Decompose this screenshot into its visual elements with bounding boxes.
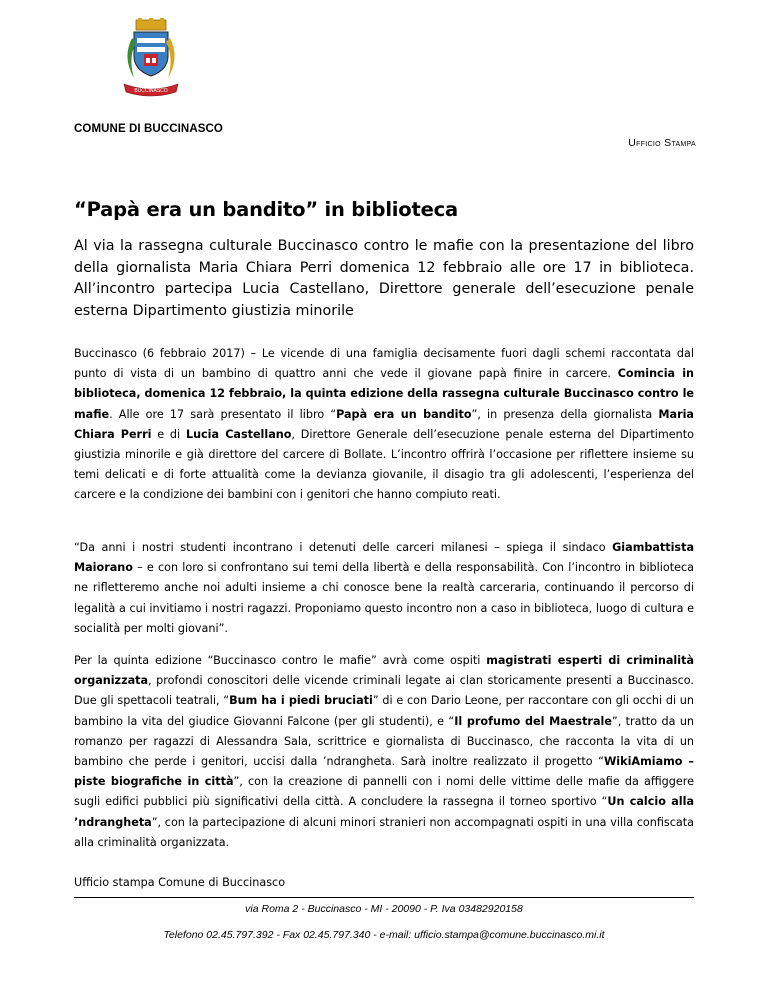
article-lead: Al via la rassegna culturale Buccinasco contro le mafie con la presentazione del libro della giornalista Maria Chiara Perri domenica 12 febbraio alle ore 17 in biblioteca. All’incontro partecipa Lucia Castellano, Direttore generale dell’esecuzione penale esterna Dipartimento giustizia minorile xyxy=(74,238,694,319)
paragraph-3 xyxy=(74,651,694,853)
municipal-crest-logo xyxy=(118,18,184,102)
text-span: – e con loro si confrontano sui temi della libertà e della responsabilità. Con l’incontro in biblioteca ne rifletteremo anche noi adulti insieme a chi conosce bene la realtà carceraria, continuando il percorso di legalità a cui invitiamo i nostri ragazzi. Proponiamo questo incontro non a caso in biblioteca, luogo di cultura e socialità per molti giovani”. xyxy=(74,561,694,635)
footer-contacts: Telefono 02.45.797.392 - Fax 02.45.797.340 - e-mail: ufficio.stampa@comune.buccinasco.mi.it xyxy=(163,929,605,941)
text-span: ”, in presenza della giornalista xyxy=(471,407,659,421)
text-span: Per la quinta edizione “Buccinasco contro le mafie” avrà come ospiti xyxy=(74,654,487,667)
text-span: , Direttore Generale dell’esecuzione penale esterna del Dipartimento giustizia minorile e già direttore del carcere di Bollate. L’incontro offrirà l’occasione per riflettere insieme su temi delicati e di forte attualità come la devianza giovanile, il disagio tra gli adolescenti, l’esperienza del carcere e la condizione dei bambini con i genitori che hanno compiuto reati. xyxy=(74,427,694,502)
footer-divider xyxy=(74,897,694,898)
mayor-name: Giambattista Maiorano xyxy=(74,541,694,575)
book-title: Papà era un bandito xyxy=(336,407,472,421)
text-span: ”, con la partecipazione di alcuni minori stranieri non accompagnati ospiti in una villa confiscata alla criminalità organizzata. xyxy=(74,815,694,849)
text-span: e di xyxy=(151,427,186,441)
paragraph-1 xyxy=(74,344,694,506)
text-span: . Alle ore 17 sarà presentato il libro “ xyxy=(109,407,337,421)
guest-name: Lucia Castellano xyxy=(185,427,292,441)
bold-span: magistrati esperti di criminalità organizzata xyxy=(74,654,694,688)
text-span: , profondi conoscitori delle vicende criminali legate ai clan storicamente presenti a Buccinasco. Due gli spettacoli teatrali, “ xyxy=(74,674,694,708)
organization-name: COMUNE DI BUCCINASCO xyxy=(74,123,223,135)
tournament-title: Un calcio alla ’ndrangheta xyxy=(74,795,694,829)
paragraph-2 xyxy=(74,538,694,639)
office-name: Ufficio Stampa xyxy=(628,137,696,149)
text-span: ” di e con Dario Leone, per raccontare con gli occhi di un bambino la vita del giudice Giovanni Falcone (per gli studenti), e “ xyxy=(74,694,694,728)
crest-ribbon-text: BUCCINASCO xyxy=(134,88,168,94)
project-title: WikiAmiamo – piste biografiche in città xyxy=(74,755,694,789)
footer-address: via Roma 2 - Buccinasco - MI - 20090 - P. Iva 03482920158 xyxy=(245,903,523,915)
show-title: Bum ha i piedi bruciati xyxy=(229,694,373,708)
signature: Ufficio stampa Comune di Buccinasco xyxy=(74,876,286,889)
text-span: Buccinasco (6 febbraio 2017) – Le vicende di una famiglia decisamente fuori dagli schemi raccontata dal punto di vista di un bambino di quattro anni che vede il giovane papà finire in carcere. xyxy=(74,347,694,381)
text-span: ”, con la creazione di pannelli con i nomi delle vittime delle mafie da affiggere sugli edifici pubblici più significativi della città. A concludere la rassegna il torneo sportivo “ xyxy=(74,775,694,809)
text-span: “Da anni i nostri studenti incontrano i detenuti delle carceri milanesi – spiega il sindaco xyxy=(74,541,613,554)
article-title: “Papà era un bandito” in biblioteca xyxy=(74,198,458,221)
show-title: Il profumo del Maestrale xyxy=(454,714,612,728)
text-span: ”, tratto da un romanzo per ragazzi di Alessandra Sala, scrittrice e giornalista di Buccinasco, che racconta la vita di un bambino che perde i genitori, uccisi dalla ’ndrangheta. Sarà inoltre realizzato il progetto “ xyxy=(74,714,694,769)
bold-span: Comincia in biblioteca, domenica 12 febbraio, la quinta edizione della rassegna culturale Buccinasco contro le mafie xyxy=(74,367,694,421)
journalist-name: Maria Chiara Perri xyxy=(74,407,694,441)
